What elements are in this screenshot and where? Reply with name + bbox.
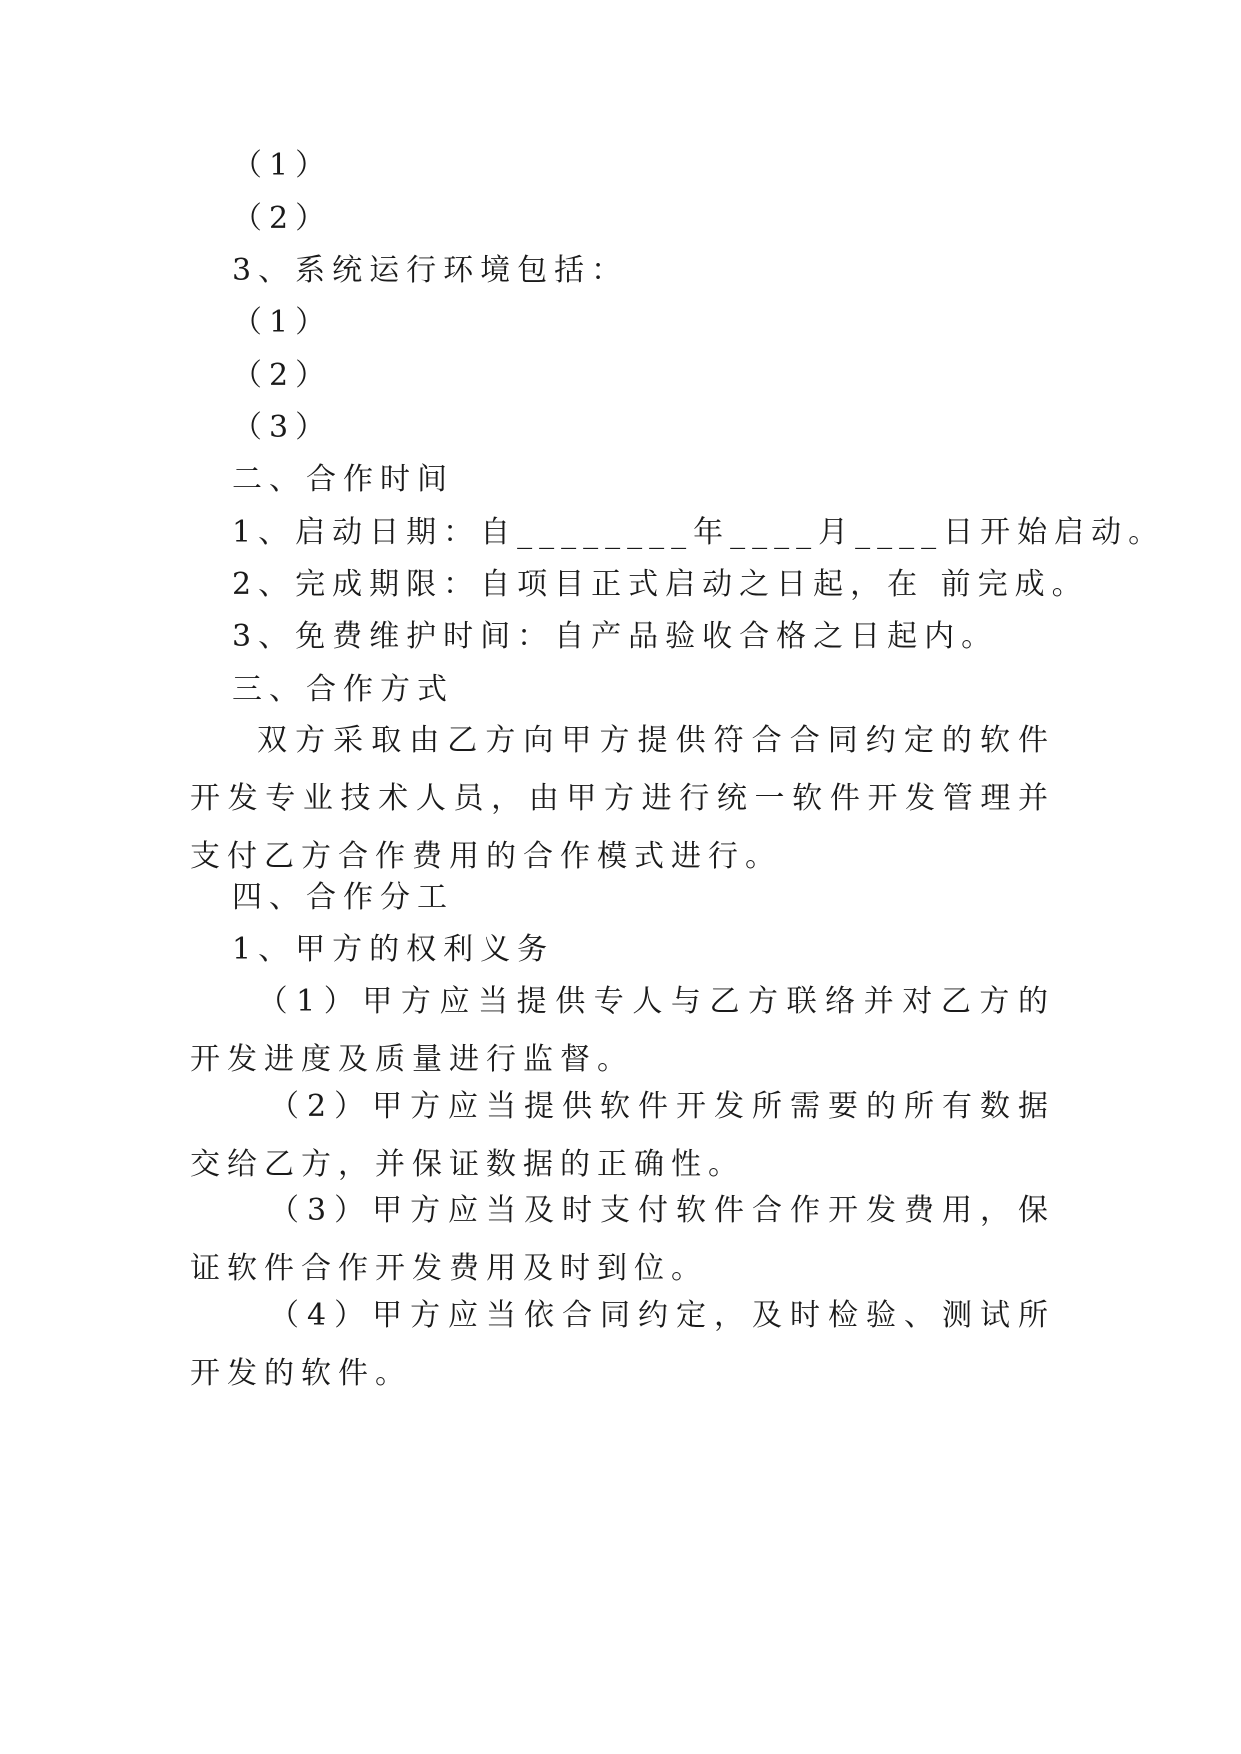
party-a-duty-3 bbox=[190, 1182, 1055, 1298]
section-3-heading: 3、系统运行环境包括： bbox=[232, 253, 629, 288]
party-a-duty-4 bbox=[190, 1287, 1055, 1403]
deadline-line: 2、完成期限：自项目正式启动之日起，在 前完成。 bbox=[232, 567, 1089, 602]
maintenance-line: 3、免费维护时间：自产品验收合格之日起内。 bbox=[232, 619, 999, 654]
list-item-1: （1） bbox=[232, 305, 333, 340]
section-heading-4: 四、合作分工 bbox=[232, 880, 454, 915]
paragraph-text: （3）甲方应当及时支付软件合作开发费用，保证软件合作开发费用及时到位。 bbox=[190, 1193, 1055, 1286]
start-date-line: 1、启动日期：自________年____月____日开始启动。 bbox=[232, 515, 1166, 550]
party-a-duty-1 bbox=[190, 973, 1055, 1089]
cooperation-mode-paragraph bbox=[190, 712, 1055, 886]
party-a-rights-heading: 1、甲方的权利义务 bbox=[232, 932, 555, 967]
paragraph-text: （2）甲方应当提供软件开发所需要的所有数据交给乙方，并保证数据的正确性。 bbox=[190, 1089, 1055, 1182]
paragraph-text: （4）甲方应当依合同约定，及时检验、测试所开发的软件。 bbox=[190, 1298, 1055, 1391]
list-item-1: （1） bbox=[232, 148, 333, 183]
section-heading-3: 三、合作方式 bbox=[232, 672, 454, 707]
paragraph-text: 双方采取由乙方向甲方提供符合合同约定的软件开发专业技术人员，由甲方进行统一软件开发管理并支付乙方合作费用的合作模式进行。 bbox=[190, 723, 1055, 874]
list-item-2: （2） bbox=[232, 201, 333, 236]
section-heading-2: 二、合作时间 bbox=[232, 462, 454, 497]
list-item-3: （3） bbox=[232, 410, 333, 445]
paragraph-text: （1）甲方应当提供专人与乙方联络并对乙方的开发进度及质量进行监督。 bbox=[190, 984, 1055, 1077]
party-a-duty-2 bbox=[190, 1078, 1055, 1194]
list-item-2: （2） bbox=[232, 358, 333, 393]
